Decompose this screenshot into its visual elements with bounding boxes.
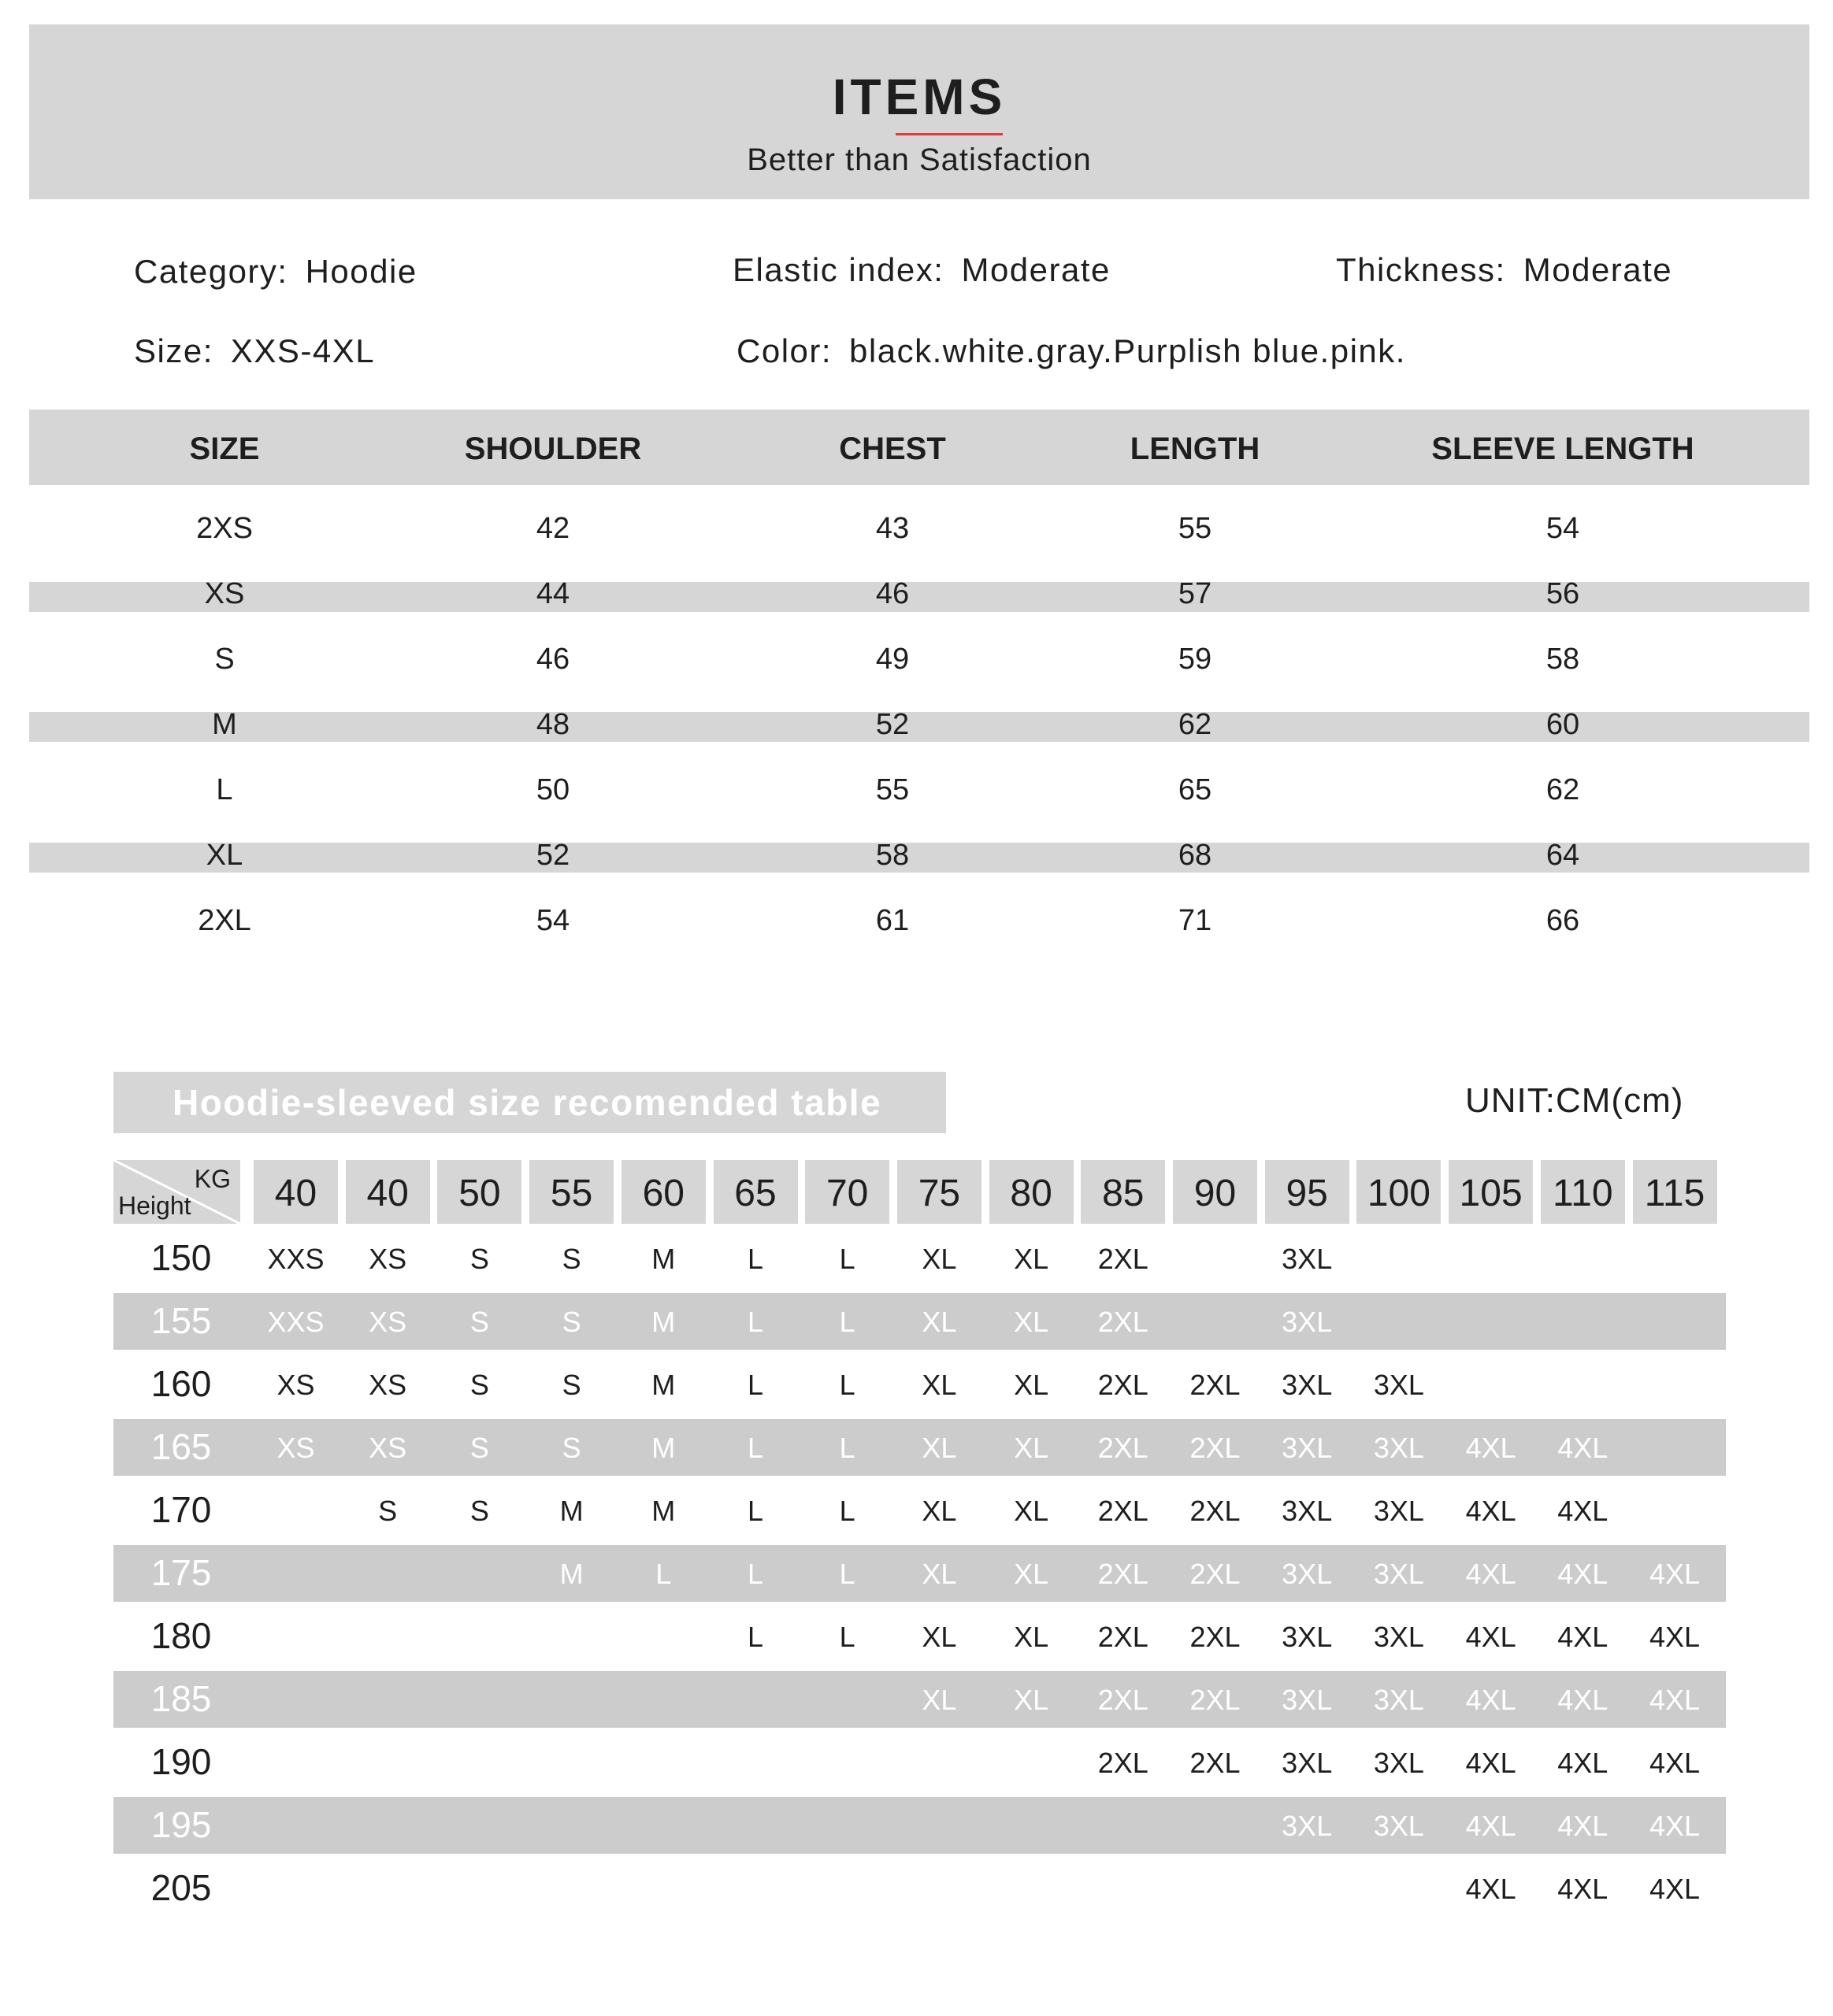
size-recommendation-cell: 3XL: [1282, 1621, 1333, 1653]
height-label: 205: [150, 1867, 212, 1908]
measure-value-cell: 58: [875, 839, 910, 872]
size-recommendation-cell: M: [559, 1558, 584, 1590]
weight-header: 70: [805, 1160, 889, 1224]
size-recommendation-cell: 3XL: [1373, 1810, 1424, 1842]
size-recommendation-cell: 4XL: [1465, 1432, 1516, 1464]
measure-value-cell: 62: [1545, 773, 1580, 806]
measure-size-cell: XS: [204, 577, 245, 610]
size-recommendation-cell: XL: [1014, 1684, 1049, 1716]
size-recommendation-cell: 2XL: [1097, 1621, 1148, 1653]
size-recommendation-cell: L: [747, 1306, 764, 1338]
measure-header-size: SIZE: [189, 432, 260, 466]
weight-header: 60: [622, 1160, 706, 1224]
size-recommendation-cell: L: [747, 1621, 764, 1653]
info-color: [737, 332, 1406, 369]
size-recommendation-cell: 2XL: [1189, 1495, 1241, 1527]
size-recommendation-cell: XL: [1014, 1306, 1049, 1338]
size-recommendation-cell: 4XL: [1465, 1810, 1516, 1842]
size-recommendation-cell: 4XL: [1465, 1684, 1516, 1716]
size-recommendation-cell: 3XL: [1282, 1684, 1333, 1716]
measure-value-cell: 48: [536, 708, 570, 741]
measure-value-cell: 66: [1545, 904, 1580, 937]
measure-header-sleeve-length: SLEEVE LENGTH: [1431, 432, 1694, 466]
size-recommendation-cell: 2XL: [1189, 1558, 1241, 1590]
info-thickness: [1336, 251, 1673, 288]
size-recommendation-cell: L: [747, 1243, 764, 1275]
height-label: 165: [150, 1426, 212, 1467]
measure-value-cell: 46: [875, 577, 910, 610]
measure-value-cell: 64: [1545, 839, 1580, 872]
size-recommendation-cell: 2XL: [1189, 1369, 1241, 1401]
size-recommendation-cell: 2XL: [1097, 1558, 1148, 1590]
measure-size-cell: L: [216, 773, 233, 806]
info-category-label: Category:: [134, 253, 288, 290]
size-recommendation-cell: S: [469, 1306, 489, 1338]
size-recommendation-cell: 3XL: [1282, 1558, 1333, 1590]
recommend-row-band: [113, 1293, 1726, 1350]
measure-value-cell: 68: [1178, 839, 1212, 872]
size-recommendation-cell: 4XL: [1465, 1495, 1516, 1527]
info-thickness-label: Thickness:: [1336, 251, 1506, 288]
height-label: 155: [150, 1300, 212, 1341]
size-recommendation-cell: 2XL: [1189, 1432, 1241, 1464]
size-recommendation-cell: 4XL: [1557, 1684, 1609, 1716]
info-color-label: Color:: [737, 332, 833, 369]
size-recommendation-cell: 4XL: [1649, 1873, 1701, 1905]
size-recommendation-cell: M: [651, 1432, 676, 1464]
size-recommendation-cell: XL: [1014, 1432, 1049, 1464]
measure-value-cell: 42: [536, 512, 570, 545]
measure-value-cell: 43: [875, 512, 910, 545]
size-recommendation-cell: 3XL: [1373, 1684, 1424, 1716]
corner-header: [113, 1160, 240, 1224]
size-recommendation-cell: XL: [1014, 1369, 1049, 1401]
height-label: 175: [150, 1552, 212, 1593]
size-recommendation-cell: S: [562, 1306, 581, 1338]
size-recommendation-cell: XL: [922, 1243, 957, 1275]
recommend-title: Hoodie-sleeved size recomended table: [113, 1072, 946, 1133]
size-recommendation-cell: 4XL: [1557, 1810, 1609, 1842]
measure-row-band: [29, 708, 1809, 742]
size-recommendation-cell: S: [469, 1369, 489, 1401]
weight-header: 95: [1265, 1160, 1349, 1224]
size-recommendation-cell: XL: [1014, 1243, 1049, 1275]
measure-value-cell: 62: [1178, 708, 1212, 741]
height-label: 180: [150, 1615, 212, 1656]
weight-header: 105: [1449, 1160, 1533, 1224]
size-recommendation-cell: XL: [1014, 1621, 1049, 1653]
measure-value-cell: 65: [1178, 773, 1212, 806]
weight-header: 40: [254, 1160, 338, 1224]
size-recommendation-cell: XL: [922, 1369, 957, 1401]
size-recommendation-cell: 4XL: [1649, 1810, 1701, 1842]
size-recommendation-cell: XL: [922, 1621, 957, 1653]
size-recommendation-cell: 4XL: [1649, 1684, 1701, 1716]
size-recommendation-cell: 2XL: [1097, 1369, 1148, 1401]
page-title: ITEMS: [832, 69, 1007, 125]
size-recommendation-cell: XS: [369, 1243, 407, 1275]
size-recommendation-cell: 2XL: [1189, 1621, 1241, 1653]
size-recommendation-cell: M: [651, 1369, 676, 1401]
size-recommendation-cell: L: [839, 1621, 855, 1653]
size-recommendation-cell: L: [839, 1306, 855, 1338]
weight-header: 65: [714, 1160, 798, 1224]
size-recommendation-cell: S: [378, 1495, 398, 1527]
size-recommendation-cell: L: [839, 1432, 855, 1464]
size-recommendation-cell: 3XL: [1373, 1621, 1424, 1653]
size-recommendation-cell: L: [839, 1495, 855, 1527]
size-recommendation-cell: S: [562, 1432, 581, 1464]
measure-size-cell: S: [214, 643, 235, 676]
size-recommendation-cell: XL: [922, 1306, 957, 1338]
size-recommendation-cell: 4XL: [1557, 1621, 1609, 1653]
measure-value-cell: 56: [1545, 577, 1580, 610]
size-recommendation-cell: L: [747, 1495, 764, 1527]
weight-header: 55: [529, 1160, 614, 1224]
size-recommendation-cell: XS: [369, 1369, 407, 1401]
measure-value-cell: 52: [536, 839, 570, 872]
size-recommendation-cell: 2XL: [1097, 1432, 1148, 1464]
size-recommendation-cell: XS: [276, 1369, 315, 1401]
measure-value-cell: 59: [1178, 643, 1212, 676]
measure-header-length: LENGTH: [1130, 432, 1260, 466]
measure-value-cell: 55: [1178, 512, 1212, 545]
measure-header-shoulder: SHOULDER: [464, 432, 642, 466]
info-color-value: black.white.gray.Purplish blue.pink.: [849, 332, 1406, 369]
size-recommendation-cell: 2XL: [1189, 1684, 1241, 1716]
size-recommendation-cell: 3XL: [1282, 1306, 1333, 1338]
info-size-label: Size:: [134, 332, 213, 369]
weight-header: 90: [1173, 1160, 1257, 1224]
size-recommendation-cell: 2XL: [1097, 1684, 1148, 1716]
size-recommendation-cell: L: [655, 1558, 672, 1590]
size-recommendation-cell: XL: [922, 1684, 957, 1716]
size-recommendation-cell: 2XL: [1097, 1306, 1148, 1338]
size-recommendation-cell: S: [469, 1243, 489, 1275]
size-recommendation-cell: XL: [922, 1558, 957, 1590]
size-recommendation-cell: 4XL: [1465, 1558, 1516, 1590]
size-recommendation-cell: M: [651, 1495, 676, 1527]
size-recommendation-cell: L: [839, 1243, 855, 1275]
size-recommendation-cell: M: [559, 1495, 584, 1527]
height-label: 195: [150, 1804, 212, 1845]
size-recommendation-cell: 3XL: [1282, 1432, 1333, 1464]
size-recommendation-cell: XL: [922, 1495, 957, 1527]
measure-value-cell: 50: [536, 773, 570, 806]
weight-header: 115: [1633, 1160, 1717, 1224]
size-recommendation-cell: 3XL: [1282, 1495, 1333, 1527]
size-recommendation-cell: S: [562, 1243, 581, 1275]
measure-value-cell: 54: [536, 904, 570, 937]
info-elastic-value: Moderate: [961, 251, 1111, 288]
size-recommendation-cell: XS: [369, 1306, 407, 1338]
measure-size-cell: M: [212, 708, 237, 741]
size-recommendation-cell: 4XL: [1465, 1747, 1516, 1779]
info-size-value: XXS-4XL: [230, 332, 376, 369]
size-recommendation-cell: 3XL: [1282, 1747, 1333, 1779]
size-recommendation-cell: L: [747, 1558, 764, 1590]
measure-size-cell: XL: [206, 839, 243, 872]
page-subtitle: Better than Satisfaction: [747, 143, 1092, 177]
corner-height-label: Height: [118, 1191, 191, 1220]
info-elastic-label: Elastic index:: [733, 251, 944, 288]
height-label: 185: [150, 1678, 212, 1719]
size-recommendation-cell: 3XL: [1282, 1243, 1333, 1275]
measure-value-cell: 55: [875, 773, 910, 806]
size-recommendation-cell: L: [747, 1432, 764, 1464]
size-recommendation-cell: XXS: [267, 1243, 325, 1275]
size-recommendation-cell: 2XL: [1097, 1747, 1148, 1779]
measure-value-cell: 44: [536, 577, 570, 610]
weight-header: 85: [1081, 1160, 1165, 1224]
measure-value-cell: 46: [536, 643, 570, 676]
size-recommendation-cell: 4XL: [1465, 1873, 1516, 1905]
info-elastic: [733, 251, 1111, 288]
size-recommendation-cell: 2XL: [1097, 1495, 1148, 1527]
corner-kg-label: KG: [194, 1165, 231, 1193]
header-banner: [29, 24, 1809, 199]
size-recommendation-cell: XL: [1014, 1495, 1049, 1527]
weight-header: 100: [1356, 1160, 1441, 1224]
size-recommendation-cell: 4XL: [1557, 1432, 1609, 1464]
measure-row-band: [29, 582, 1809, 612]
size-recommendation-cell: 3XL: [1282, 1369, 1333, 1401]
title-underline: [896, 133, 1003, 135]
size-recommendation-cell: XL: [1014, 1558, 1049, 1590]
weight-header: 40: [346, 1160, 430, 1224]
size-recommendation-cell: 4XL: [1649, 1747, 1701, 1779]
height-label: 150: [150, 1237, 212, 1278]
size-recommendation-cell: L: [747, 1369, 764, 1401]
measure-value-cell: 60: [1545, 708, 1580, 741]
height-label: 160: [150, 1363, 212, 1404]
size-recommendation-cell: 4XL: [1465, 1621, 1516, 1653]
weight-header: 50: [437, 1160, 521, 1224]
measure-value-cell: 71: [1178, 904, 1212, 937]
size-recommendation-cell: 4XL: [1557, 1747, 1609, 1779]
size-recommendation-cell: 4XL: [1557, 1495, 1609, 1527]
unit-label: UNIT:CM(cm): [1465, 1081, 1684, 1120]
size-recommendation-cell: 4XL: [1557, 1873, 1609, 1905]
weight-header: 80: [989, 1160, 1074, 1224]
size-recommendation-cell: XS: [369, 1432, 407, 1464]
size-recommendation-cell: L: [839, 1369, 855, 1401]
size-recommendation-cell: 3XL: [1282, 1810, 1333, 1842]
weight-header: 75: [897, 1160, 981, 1224]
size-recommendation-cell: XS: [276, 1432, 315, 1464]
info-thickness-value: Moderate: [1523, 251, 1673, 288]
size-recommendation-cell: S: [562, 1369, 581, 1401]
measure-header-chest: CHEST: [839, 432, 946, 466]
size-recommendation-cell: 3XL: [1373, 1495, 1424, 1527]
size-recommendation-cell: 3XL: [1373, 1747, 1424, 1779]
weight-header: 110: [1541, 1160, 1625, 1224]
measure-value-cell: 58: [1545, 643, 1580, 676]
measure-size-cell: 2XL: [198, 904, 251, 937]
size-recommendation-cell: M: [651, 1306, 676, 1338]
size-recommendation-cell: 3XL: [1373, 1558, 1424, 1590]
size-recommendation-cell: XL: [922, 1432, 957, 1464]
size-recommendation-cell: S: [469, 1495, 489, 1527]
measure-value-cell: 49: [875, 643, 910, 676]
info-category-value: Hoodie: [305, 253, 417, 290]
size-recommendation-cell: L: [839, 1558, 855, 1590]
size-recommendation-cell: 3XL: [1373, 1432, 1424, 1464]
measure-value-cell: 61: [875, 904, 910, 937]
size-recommendation-cell: 3XL: [1373, 1369, 1424, 1401]
size-recommendation-cell: 2XL: [1189, 1747, 1241, 1779]
height-label: 190: [150, 1741, 212, 1782]
size-recommendation-cell: S: [469, 1432, 489, 1464]
size-recommendation-cell: 4XL: [1649, 1621, 1701, 1653]
measure-size-cell: 2XS: [196, 512, 253, 545]
size-recommendation-cell: 4XL: [1557, 1558, 1609, 1590]
measure-value-cell: 57: [1178, 577, 1212, 610]
size-recommendation-cell: 4XL: [1649, 1558, 1701, 1590]
measure-value-cell: 52: [875, 708, 910, 741]
size-recommendation-cell: M: [651, 1243, 676, 1275]
measure-value-cell: 54: [1545, 512, 1580, 545]
info-category: [134, 255, 417, 288]
size-recommendation-cell: 2XL: [1097, 1243, 1148, 1275]
size-recommendation-cell: XXS: [267, 1306, 325, 1338]
measure-row-band: [29, 843, 1809, 873]
height-label: 170: [150, 1489, 212, 1530]
info-size: [134, 332, 376, 369]
